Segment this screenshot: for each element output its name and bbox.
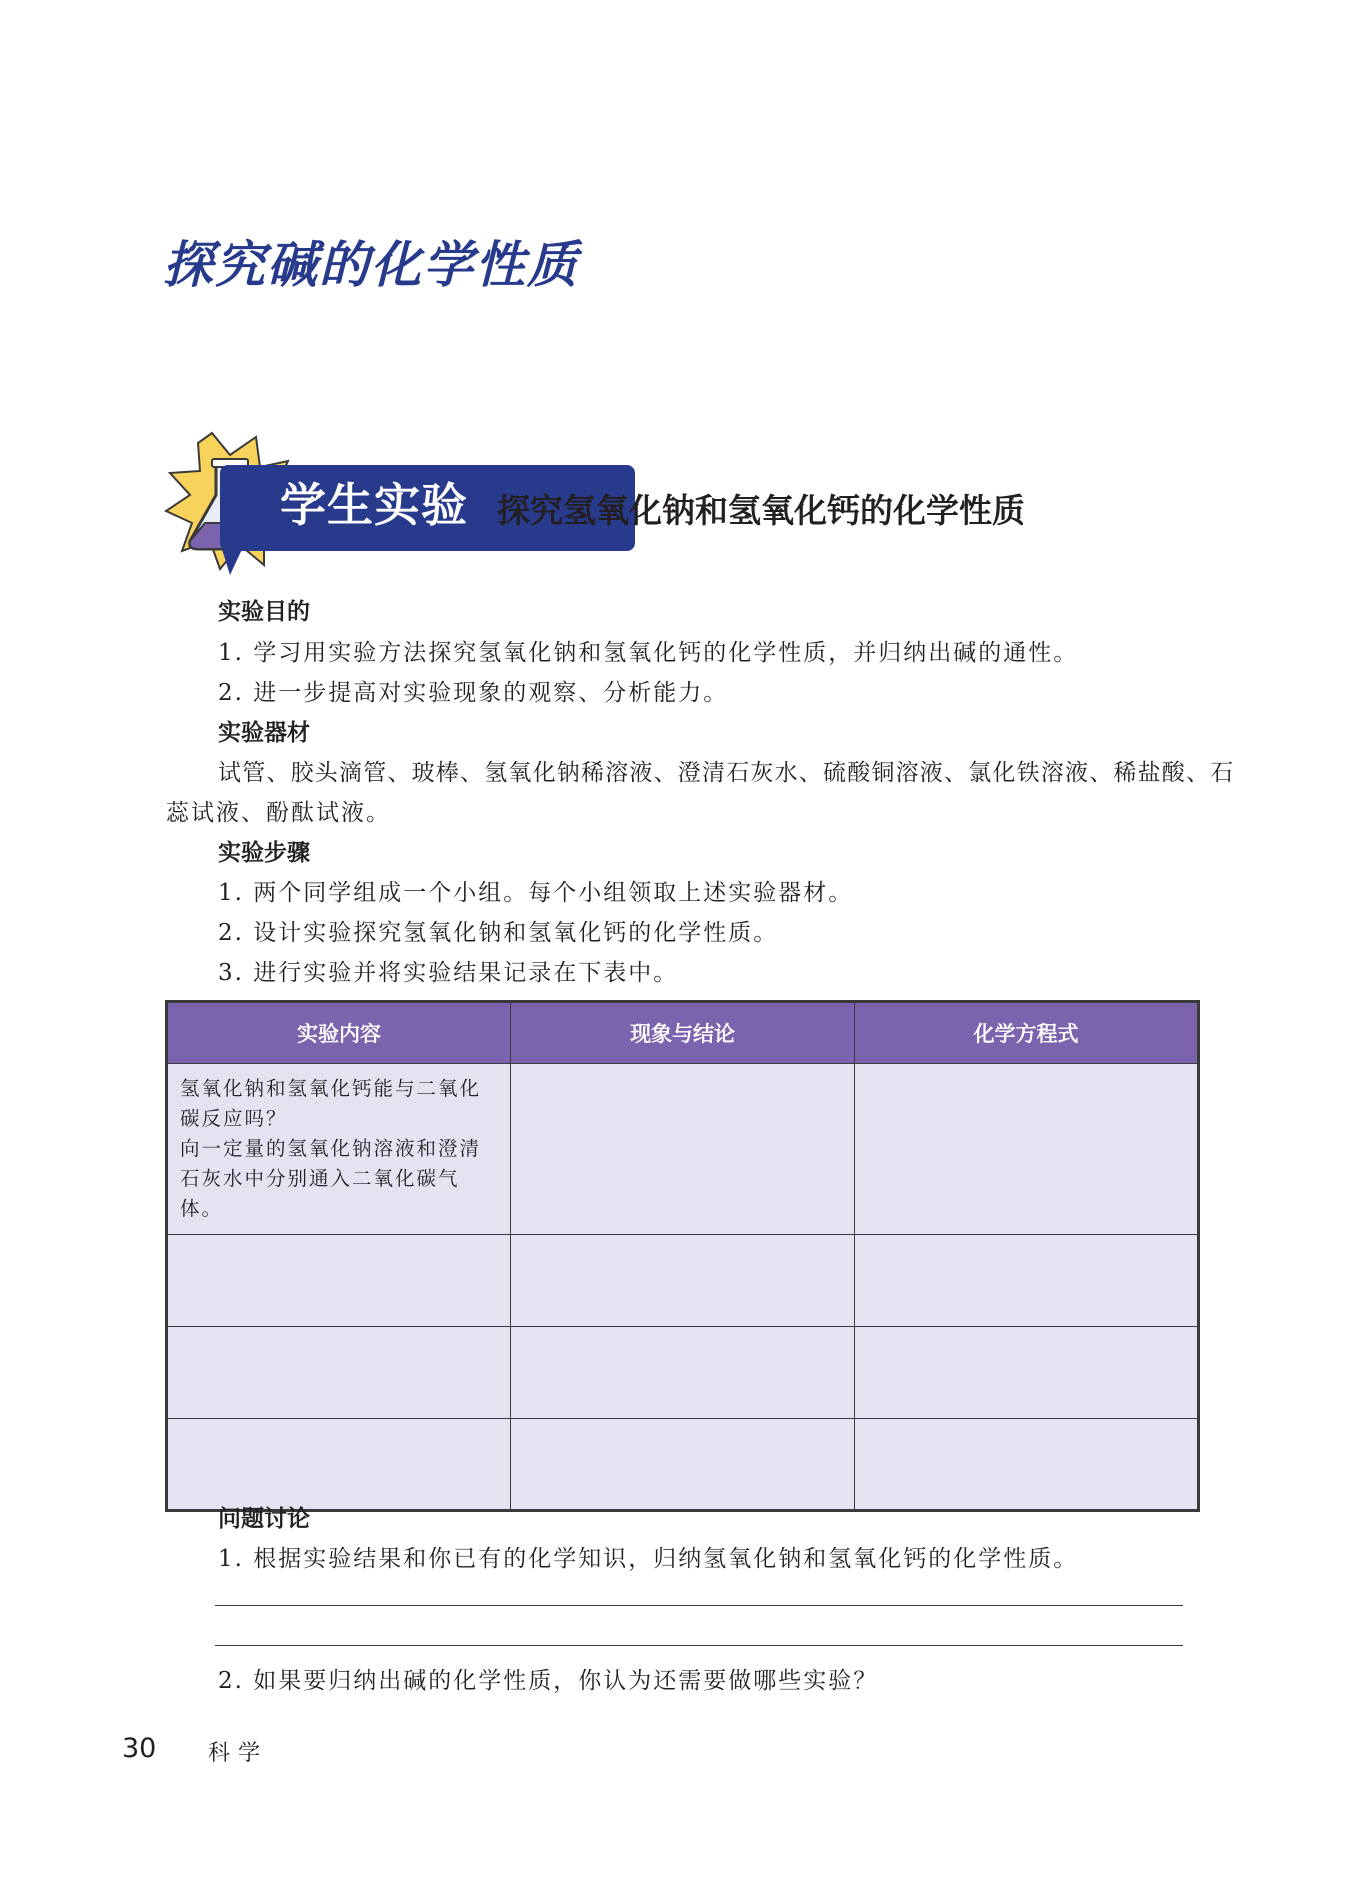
page-number: 30 [122, 1733, 157, 1764]
table-cell-blank[interactable] [855, 1235, 1199, 1327]
table-header-row [167, 1002, 1199, 1064]
table-row [167, 1327, 1199, 1419]
answer-line[interactable] [215, 1645, 1183, 1646]
experiment-record-table [165, 1000, 1200, 1512]
answer-line[interactable] [215, 1605, 1183, 1606]
table-cell-blank[interactable] [511, 1064, 855, 1235]
column-header-observation: 现象与结论 [511, 1002, 855, 1064]
table-row [167, 1064, 1199, 1235]
section-heading-materials: 实验器材 [218, 720, 310, 746]
discussion-question: 1. 根据实验结果和你已有的化学知识，归纳氢氧化钠和氢氧化钙的化学性质。 [218, 1546, 1079, 1572]
experiment-title: 探究氢氧化钠和氢氧化钙的化学性质 [497, 491, 1025, 530]
materials-text: 蕊试液、酚酞试液。 [166, 800, 391, 826]
page-title: 探究碱的化学性质 [163, 236, 579, 294]
table-row [167, 1419, 1199, 1511]
cell-text-line: 石灰水中分别通入二氧化碳气体。 [180, 1167, 460, 1220]
table-cell-blank[interactable] [167, 1235, 511, 1327]
table-cell-blank[interactable] [855, 1327, 1199, 1419]
purpose-item: 2. 进一步提高对实验现象的观察、分析能力。 [218, 680, 729, 706]
purpose-item: 1. 学习用实验方法探究氢氧化钠和氢氧化钙的化学性质，并归纳出碱的通性。 [218, 640, 1079, 666]
table-cell-blank[interactable] [855, 1419, 1199, 1511]
materials-text: 试管、胶头滴管、玻棒、氢氧化钠稀溶液、澄清石灰水、硫酸铜溶液、氯化铁溶液、稀盐酸、石 [218, 760, 1235, 786]
cell-text-line: 向一定量的氢氧化钠溶液和澄清 [180, 1137, 482, 1160]
table-cell-blank[interactable] [511, 1235, 855, 1327]
column-header-equation: 化学方程式 [855, 1002, 1199, 1064]
student-experiment-banner [160, 425, 1090, 585]
section-heading-purpose: 实验目的 [218, 599, 310, 625]
table-cell-blank[interactable] [511, 1327, 855, 1419]
section-heading-discussion: 问题讨论 [218, 1506, 310, 1532]
cell-text-line: 碳反应吗？ [180, 1107, 288, 1130]
step-item: 1. 两个同学组成一个小组。每个小组领取上述实验器材。 [218, 880, 854, 906]
step-item: 2. 设计实验探究氢氧化钠和氢氧化钙的化学性质。 [218, 920, 779, 946]
cell-text-line: 氢氧化钠和氢氧化钙能与二氧化 [180, 1077, 482, 1100]
table-row [167, 1235, 1199, 1327]
table-cell-blank[interactable] [167, 1419, 511, 1511]
table-cell-blank[interactable] [855, 1064, 1199, 1235]
step-item: 3. 进行实验并将实验结果记录在下表中。 [218, 960, 679, 986]
subject-label: 科学 [208, 1741, 269, 1766]
section-heading-steps: 实验步骤 [218, 840, 310, 866]
table-cell-content [167, 1064, 511, 1235]
column-header-content: 实验内容 [167, 1002, 511, 1064]
discussion-question: 2. 如果要归纳出碱的化学性质，你认为还需要做哪些实验？ [218, 1668, 879, 1694]
table-cell-blank[interactable] [511, 1419, 855, 1511]
badge-label: 学生实验 [280, 478, 468, 532]
table-cell-blank[interactable] [167, 1327, 511, 1419]
